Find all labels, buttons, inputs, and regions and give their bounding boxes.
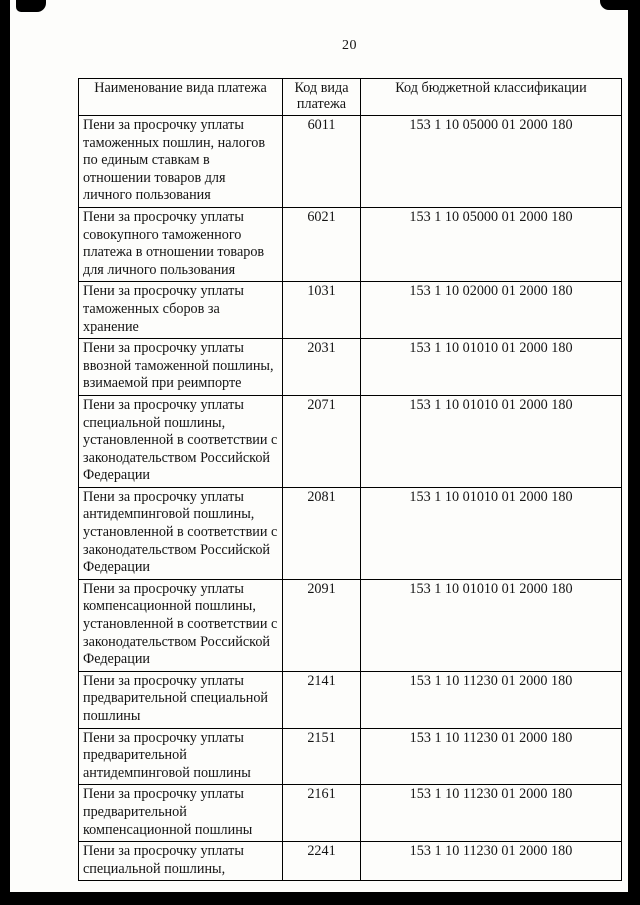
payment-code-cell: 2031 xyxy=(283,339,361,396)
payment-code-cell: 2091 xyxy=(283,579,361,671)
table-row xyxy=(79,339,622,396)
payment-name-cell: Пени за просрочку уплаты предварительной специальной пошлины xyxy=(79,671,283,728)
payment-name-cell: Пени за просрочку уплаты таможенных пошлин, налогов по единым ставкам в отношении товаров для личного пользования xyxy=(79,116,283,208)
payment-name-cell: Пени за просрочку уплаты предварительной антидемпинговой пошлины xyxy=(79,728,283,785)
table-row xyxy=(79,207,622,281)
table-row xyxy=(79,282,622,339)
payment-name-cell: Пени за просрочку уплаты компенсационной пошлины, установленной в соответствии с законодательством Российской Федерации xyxy=(79,579,283,671)
payment-code-cell: 2161 xyxy=(283,785,361,842)
budget-classification-cell: 153 1 10 11230 01 2000 180 xyxy=(361,728,622,785)
header-payment-code: Код вида платежа xyxy=(283,79,361,116)
table-row xyxy=(79,728,622,785)
payment-name-cell: Пени за просрочку уплаты совокупного таможенного платежа в отношении товаров для личного пользования xyxy=(79,207,283,281)
table-row xyxy=(79,842,622,881)
payment-name-cell: Пени за просрочку уплаты ввозной таможенной пошлины, взимаемой при реимпорте xyxy=(79,339,283,396)
budget-classification-cell: 153 1 10 11230 01 2000 180 xyxy=(361,671,622,728)
scan-edge-left xyxy=(0,0,10,905)
payment-code-cell: 2141 xyxy=(283,671,361,728)
header-payment-name: Наименование вида платежа xyxy=(79,79,283,116)
header-budget-classification-code: Код бюджетной классификации xyxy=(361,79,622,116)
page-number: 20 xyxy=(342,38,357,53)
payment-name-cell: Пени за просрочку уплаты таможенных сборов за хранение xyxy=(79,282,283,339)
budget-classification-cell: 153 1 10 05000 01 2000 180 xyxy=(361,207,622,281)
payment-code-cell: 6021 xyxy=(283,207,361,281)
budget-classification-cell: 153 1 10 01010 01 2000 180 xyxy=(361,487,622,579)
budget-classification-cell: 153 1 10 01010 01 2000 180 xyxy=(361,395,622,487)
table-row xyxy=(79,116,622,208)
payment-name-cell: Пени за просрочку уплаты специальной пошлины, установленной в соответствии с законодательством Российской Федерации xyxy=(79,395,283,487)
payment-code-cell: 2071 xyxy=(283,395,361,487)
scan-edge-bottom xyxy=(0,892,640,905)
payment-code-cell: 2241 xyxy=(283,842,361,881)
budget-classification-cell: 153 1 10 11230 01 2000 180 xyxy=(361,842,622,881)
table-row xyxy=(79,395,622,487)
table-row xyxy=(79,487,622,579)
budget-classification-cell: 153 1 10 02000 01 2000 180 xyxy=(361,282,622,339)
budget-classification-cell: 153 1 10 01010 01 2000 180 xyxy=(361,339,622,396)
payment-code-cell: 2081 xyxy=(283,487,361,579)
payment-name-cell: Пени за просрочку уплаты специальной пошлины, xyxy=(79,842,283,881)
table-row xyxy=(79,579,622,671)
payment-code-cell: 2151 xyxy=(283,728,361,785)
table-header-row xyxy=(79,79,622,116)
budget-classification-cell: 153 1 10 05000 01 2000 180 xyxy=(361,116,622,208)
budget-classification-cell: 153 1 10 11230 01 2000 180 xyxy=(361,785,622,842)
payment-name-cell: Пени за просрочку уплаты антидемпинговой пошлины, установленной в соответствии с законодательством Российской Федерации xyxy=(79,487,283,579)
scan-edge-right xyxy=(628,0,640,905)
scan-artifact-top-left xyxy=(16,0,46,12)
payment-code-cell: 6011 xyxy=(283,116,361,208)
payment-name-cell: Пени за просрочку уплаты предварительной компенсационной пошлины xyxy=(79,785,283,842)
payments-table xyxy=(78,78,622,881)
table-body xyxy=(79,116,622,881)
table-row xyxy=(79,785,622,842)
payment-code-cell: 1031 xyxy=(283,282,361,339)
table-row xyxy=(79,671,622,728)
budget-classification-cell: 153 1 10 01010 01 2000 180 xyxy=(361,579,622,671)
